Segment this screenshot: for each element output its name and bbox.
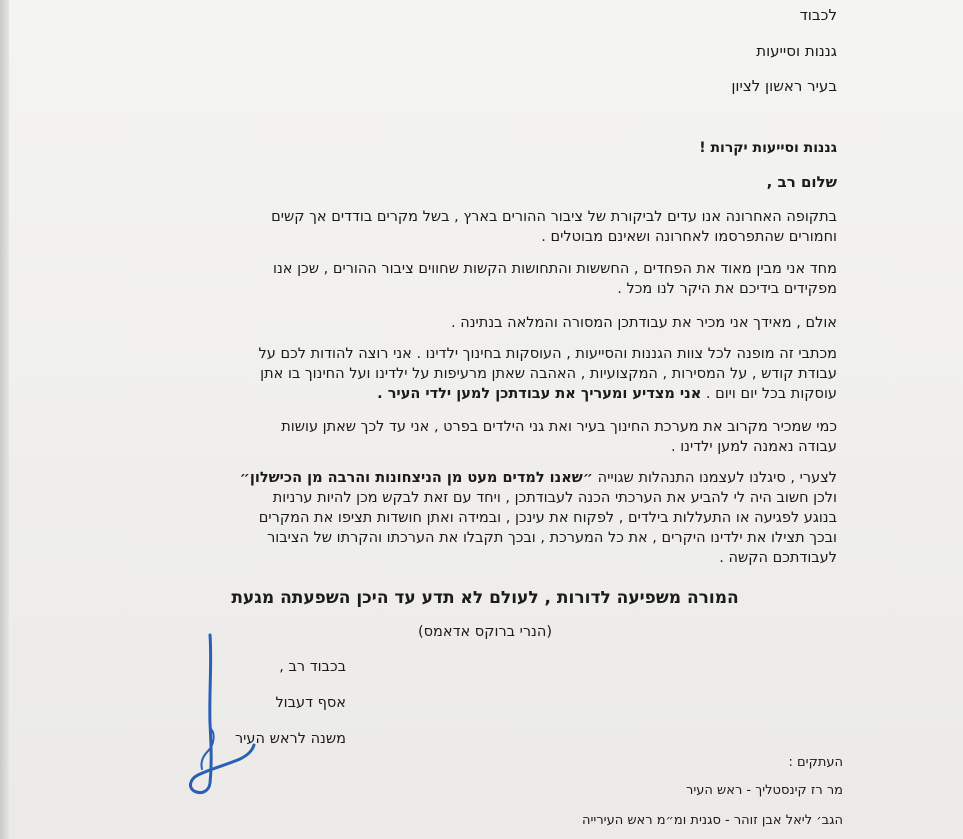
paragraph-6 [240,468,837,568]
paragraph-6-line: בנוגע לפגיעה או התעללות בילדים , לפקוח את עינכן , ובמידה ואתן חושדות תציפו את המקרים [258,510,837,526]
copies-recipient: הגב׳ ליאל אבן זוהר - סגנית ומ״מ ראש העירייה [582,813,843,828]
paragraph-2-line: מחד אני מבין מאוד את הפחדים , החששות והתחושות הקשות שחווים ציבור ההורים , שכן אנו [273,261,837,277]
header-line-city: בעיר ראשון לציון [731,77,837,95]
paragraph-4-line: עבודת קודש , על המסירות , המקצועיות , האהבה שאתן מרעיפות על ילדינו ועל החינוך בו אתן [260,366,837,382]
paragraph-5-line: כמי שמכיר מקרוב את מערכת החינוך בעיר ואת גני הילדים בפרט , אני עד לכך שאתן עושות [281,419,837,435]
paragraph-4-line-last [259,384,837,404]
greeting-title: גננות וסייעות יקרות ! [699,140,837,156]
scan-edge [0,0,9,839]
paragraph-2-line: מפקידים בידיכם את היקר לנו מכל . [617,281,837,297]
paragraph-6-line: לעבודתכם הקשה . [719,550,837,566]
paragraph-6-line: ובכך תצילו את ילדינו היקרים , את כל המערכת , ובכך תקבלו את הערכתו והקרתו של הציבור [267,530,837,546]
greeting-salutation: שלום רב , [766,173,837,191]
paragraph-6-line: ולכן חשוב היה לי להביע את הערכתי הכנה לעבודתכן , ויחד עם זאת לבקש מכן להיות ערניות [272,490,837,506]
paragraph-6-plain: לצערי , סיגלנו לעצמנו התנהלות שגוייה [593,470,837,486]
paragraph-1 [271,207,837,247]
paragraph-4 [259,344,837,404]
paragraph-6-line-first [240,468,837,488]
paragraph-5-line: עבודה נאמנה למען ילדינו . [671,439,837,455]
copies-label: העתקים : [788,755,843,770]
signature-closing: בכבוד רב , [279,659,346,675]
paragraph-5 [281,417,837,457]
paragraph-3 [451,313,837,333]
paragraph-4-line: מכתבי זה מופנה לכל צוות הגננות והסייעות , העוסקות בחינוך ילדינו . אני רוצה להודות לכם על [258,346,837,362]
signature-name: אסף דעבול [275,695,346,711]
paragraph-4-emphasis: אני מצדיע ומעריך את עבודתכן למען ילדי העיר . [377,386,702,402]
paragraph-1-line: בתקופה האחרונה אנו עדים לביקורת של ציבור ההורים בארץ , בשל מקרים בודדים אך קשים [271,209,837,225]
paragraph-4-plain: עוסקות בכל יום ויום . [701,386,837,402]
handwritten-signature [180,633,260,798]
quote-text: המורה משפיעה לדורות , לעולם לא תדע עד היכן השפעתה מגעת [231,588,739,608]
paragraph-1-line: וחמורים שהתפרסמו לאחרונה ושאינם מבוטלים . [541,229,837,245]
signature-title: משנה לראש העיר [235,731,346,747]
paragraph-6-emphasis: ״שאנו למדים מעט מן הניצחונות והרבה מן הכישלון״ [239,470,594,486]
header-line-recipients: גננות וסייעות [756,42,837,60]
copies-recipient: מר רז קינסטליך - ראש העיר [686,783,843,798]
quote-author: (הנרי ברוקס אדאמס) [417,624,552,640]
paragraph-2 [273,259,837,299]
paragraph-3-line: אולם , מאידך אני מכיר את עבודתכן המסורה והמלאה בנתינה . [451,315,837,331]
header-line-to: לכבוד [799,6,837,24]
